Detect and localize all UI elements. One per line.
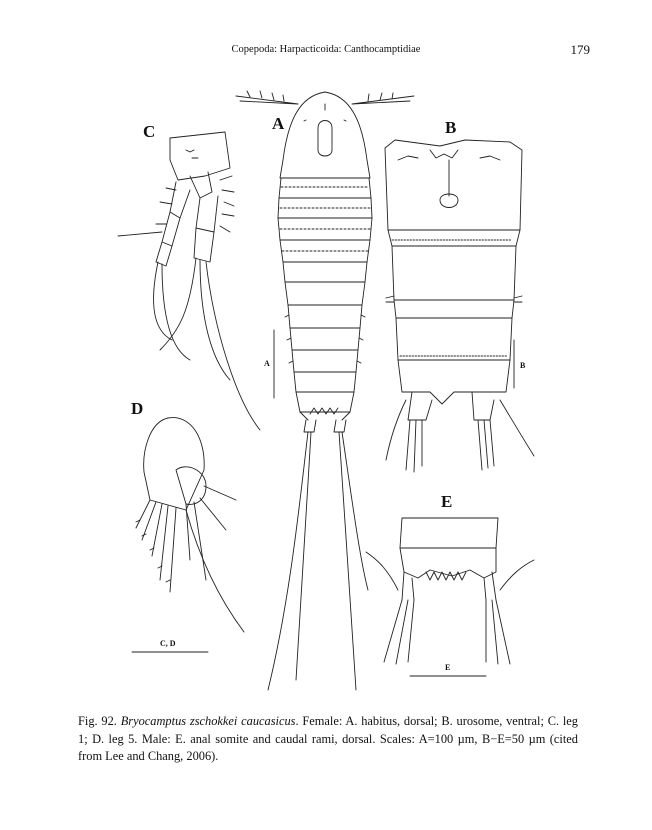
leg-5-drawing	[136, 418, 244, 632]
figure-caption	[78, 713, 578, 766]
leg-1-drawing	[118, 132, 260, 430]
caption-number: Fig. 92.	[78, 714, 117, 728]
panel-label-b: B	[445, 118, 457, 137]
scale-label-a: A	[264, 359, 270, 368]
scale-label-e: E	[445, 663, 451, 672]
panel-label-c: C	[143, 122, 156, 141]
panel-label-d: D	[131, 399, 144, 418]
scale-label-cd: C, D	[160, 639, 176, 648]
running-head: Copepoda: Harpacticoida: Canthocamptidiae	[231, 44, 421, 55]
anal-somite-drawing	[366, 518, 534, 664]
caption-text: . Female: A. habitus, dorsal; B. urosome, ventral; C. leg 1; D. leg 5. Male: E. anal somite and caudal rami, dorsal. Scales: A=100 µm, B−E=50 µm (cited from Lee and Chang, 2006).	[78, 714, 579, 763]
panel-label-a: A	[272, 114, 285, 133]
panel-label-e: E	[441, 492, 453, 511]
scale-label-b: B	[520, 361, 526, 370]
urosome-drawing	[385, 140, 534, 472]
caption-species: Bryocamptus zschokkei caucasicus	[120, 714, 296, 728]
page-number: 179	[570, 42, 590, 57]
habitus-drawing	[236, 91, 414, 690]
